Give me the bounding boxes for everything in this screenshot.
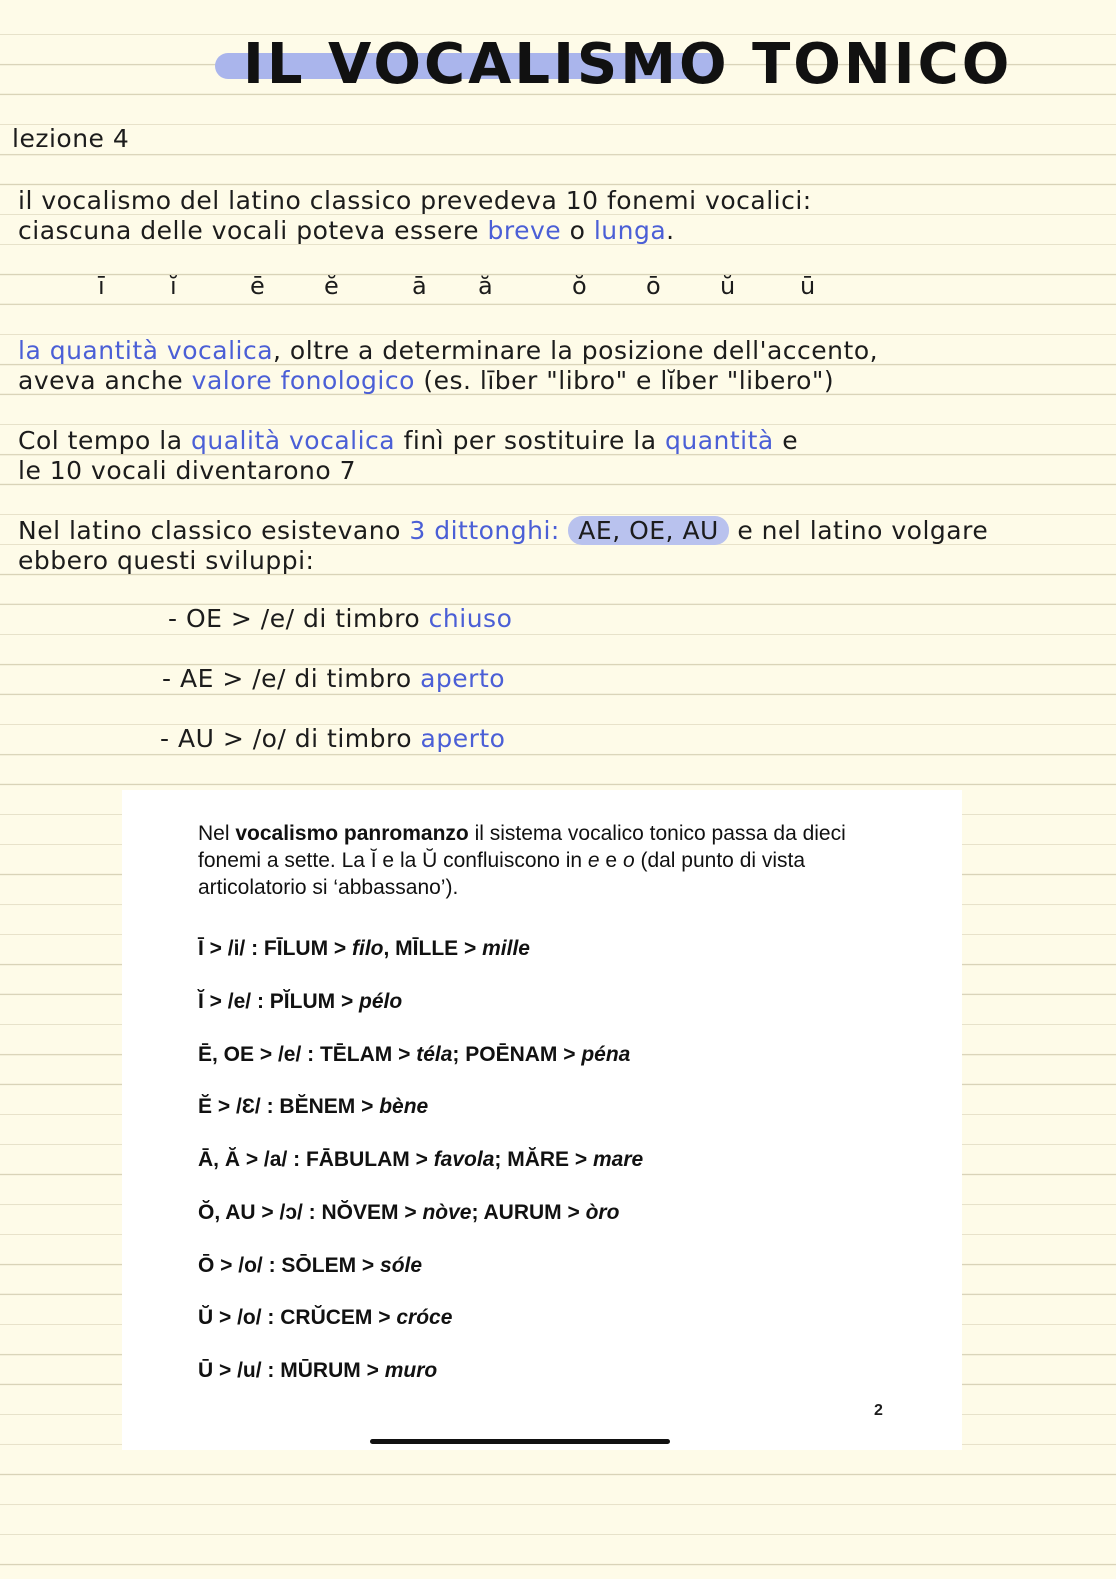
rule-text: Ī > /i/ : FĪLUM > bbox=[198, 937, 353, 960]
home-indicator-bar bbox=[370, 1439, 670, 1444]
diph-item bbox=[162, 664, 505, 693]
p3-text: e bbox=[782, 426, 799, 455]
rule-line bbox=[198, 1148, 643, 1172]
rule-result: pélo bbox=[359, 990, 403, 1013]
p4-line2: ebbero questi sviluppi: bbox=[18, 546, 315, 575]
rule-line bbox=[198, 1095, 428, 1119]
p2-example: (es. līber "libro" e lĭber "libero") bbox=[423, 366, 835, 395]
term-valore-fonologico: valore fonologico bbox=[191, 366, 415, 395]
rule-result: filo bbox=[352, 937, 384, 960]
rule-text: Ē, OE > /e/ : TĒLAM > bbox=[198, 1043, 417, 1066]
rule-text: , MĪLLE > bbox=[383, 937, 483, 960]
vowel: ă bbox=[478, 272, 493, 300]
intro-bold: vocalismo panromanzo bbox=[235, 822, 469, 845]
diph-text: - AE > /e/ di timbro bbox=[162, 664, 412, 693]
rule-line bbox=[198, 1359, 437, 1383]
rule-text: ; MĂRE > bbox=[494, 1148, 593, 1171]
rule-result: mare bbox=[592, 1148, 644, 1171]
term-dittonghi: 3 dittonghi: bbox=[409, 516, 560, 545]
rule-text: Ŭ > /o/ : CRŬCEM > bbox=[198, 1306, 397, 1329]
word-breve: breve bbox=[487, 216, 562, 245]
excerpt-intro bbox=[198, 820, 898, 901]
rule-text: Ō > /o/ : SŌLEM > bbox=[198, 1254, 381, 1277]
rule-result: òro bbox=[585, 1201, 620, 1224]
vowel: ĕ bbox=[324, 272, 339, 300]
diph-quality: aperto bbox=[420, 724, 506, 753]
p3-text: finì per sostituire la bbox=[403, 426, 657, 455]
page-title: IL VOCALISMO TONICO bbox=[243, 32, 1013, 97]
intro-text: il sistema vocalico tonico passa da dieci fonemi a sette. La Ĭ e la Ŭ confluiscono in bbox=[198, 822, 846, 872]
vowel: ū bbox=[800, 272, 816, 300]
intro-text: Nel bbox=[198, 822, 236, 845]
vowel: ō bbox=[646, 272, 661, 300]
rule-text: Ā, Ă > /a/ : FĀBULAM > bbox=[198, 1148, 434, 1171]
p3-line2: le 10 vocali diventarono 7 bbox=[18, 456, 356, 485]
intro-text: e bbox=[599, 849, 623, 872]
rule-line bbox=[198, 990, 402, 1014]
p4-line1 bbox=[18, 516, 988, 545]
rule-text: Ū > /u/ : MŪRUM > bbox=[198, 1359, 385, 1382]
vowel: ŏ bbox=[572, 272, 587, 300]
term-quantita: quantità bbox=[665, 426, 774, 455]
p2-line1 bbox=[18, 336, 878, 365]
rule-result: mille bbox=[482, 937, 530, 960]
textbook-excerpt bbox=[122, 790, 962, 1450]
p1-text: ciascuna delle vocali poteva essere bbox=[18, 216, 480, 245]
p4-text: Nel latino classico esistevano bbox=[18, 516, 401, 545]
term-qualita-vocalica: qualità vocalica bbox=[191, 426, 396, 455]
rule-result: péna bbox=[581, 1043, 631, 1066]
rule-line bbox=[198, 1043, 630, 1067]
rule-result: bène bbox=[379, 1095, 429, 1118]
rule-text: ; AURUM > bbox=[471, 1201, 586, 1224]
rule-result: téla bbox=[416, 1043, 453, 1066]
diphthongs-pill: AE, OE, AU bbox=[568, 516, 729, 545]
rule-line bbox=[198, 937, 530, 961]
vowel: ā bbox=[412, 272, 427, 300]
rule-result: sóle bbox=[380, 1254, 423, 1277]
diph-text: - AU > /o/ di timbro bbox=[160, 724, 413, 753]
rule-result: cróce bbox=[396, 1306, 453, 1329]
diph-item bbox=[160, 724, 505, 753]
lesson-label: lezione 4 bbox=[12, 124, 130, 153]
vowel: ē bbox=[250, 272, 265, 300]
vowel-row bbox=[0, 272, 1116, 312]
diph-text: - OE > /e/ di timbro bbox=[168, 604, 421, 633]
intro-italic: e bbox=[587, 849, 600, 872]
p1-line2 bbox=[18, 216, 675, 245]
page-number: 2 bbox=[874, 1402, 883, 1419]
word-o: o bbox=[569, 216, 586, 245]
p2-text: aveva anche bbox=[18, 366, 184, 395]
rule-text: ; POĒNAM > bbox=[452, 1043, 582, 1066]
diph-quality: aperto bbox=[420, 664, 506, 693]
diph-quality: chiuso bbox=[428, 604, 513, 633]
rule-result: favola bbox=[433, 1148, 495, 1171]
diph-item bbox=[168, 604, 512, 633]
vowel: ĭ bbox=[170, 272, 177, 300]
p3-line1 bbox=[18, 426, 798, 455]
rule-result: nòve bbox=[422, 1201, 472, 1224]
intro-italic: o bbox=[622, 849, 635, 872]
rule-text: Ĕ > /Ɛ/ : BĔNEM > bbox=[198, 1095, 380, 1118]
p3-text: Col tempo la bbox=[18, 426, 183, 455]
title-block bbox=[215, 30, 1013, 110]
p2-text: , oltre a determinare la posizione dell'accento, bbox=[273, 336, 879, 365]
p2-line2 bbox=[18, 366, 834, 395]
p4-text: e nel latino volgare bbox=[737, 516, 989, 545]
vowel: ŭ bbox=[720, 272, 736, 300]
intro-text: (dal punto di vista articolatorio si ‘abbassano’). bbox=[198, 849, 806, 899]
rule-result: muro bbox=[384, 1359, 438, 1382]
p1-dot: . bbox=[666, 216, 675, 245]
rule-line bbox=[198, 1201, 619, 1225]
rule-text: Ĭ > /e/ : PĬLUM > bbox=[198, 990, 360, 1013]
p1-line1: il vocalismo del latino classico prevedeva 10 fonemi vocalici: bbox=[18, 186, 812, 215]
rule-text: Ŏ, AU > /ɔ/ : NŎVEM > bbox=[198, 1201, 423, 1224]
term-quantita-vocalica: la quantità vocalica bbox=[18, 336, 274, 365]
vowel: ī bbox=[98, 272, 105, 300]
rule-line bbox=[198, 1306, 452, 1330]
rule-line bbox=[198, 1254, 422, 1278]
word-lunga: lunga bbox=[593, 216, 667, 245]
